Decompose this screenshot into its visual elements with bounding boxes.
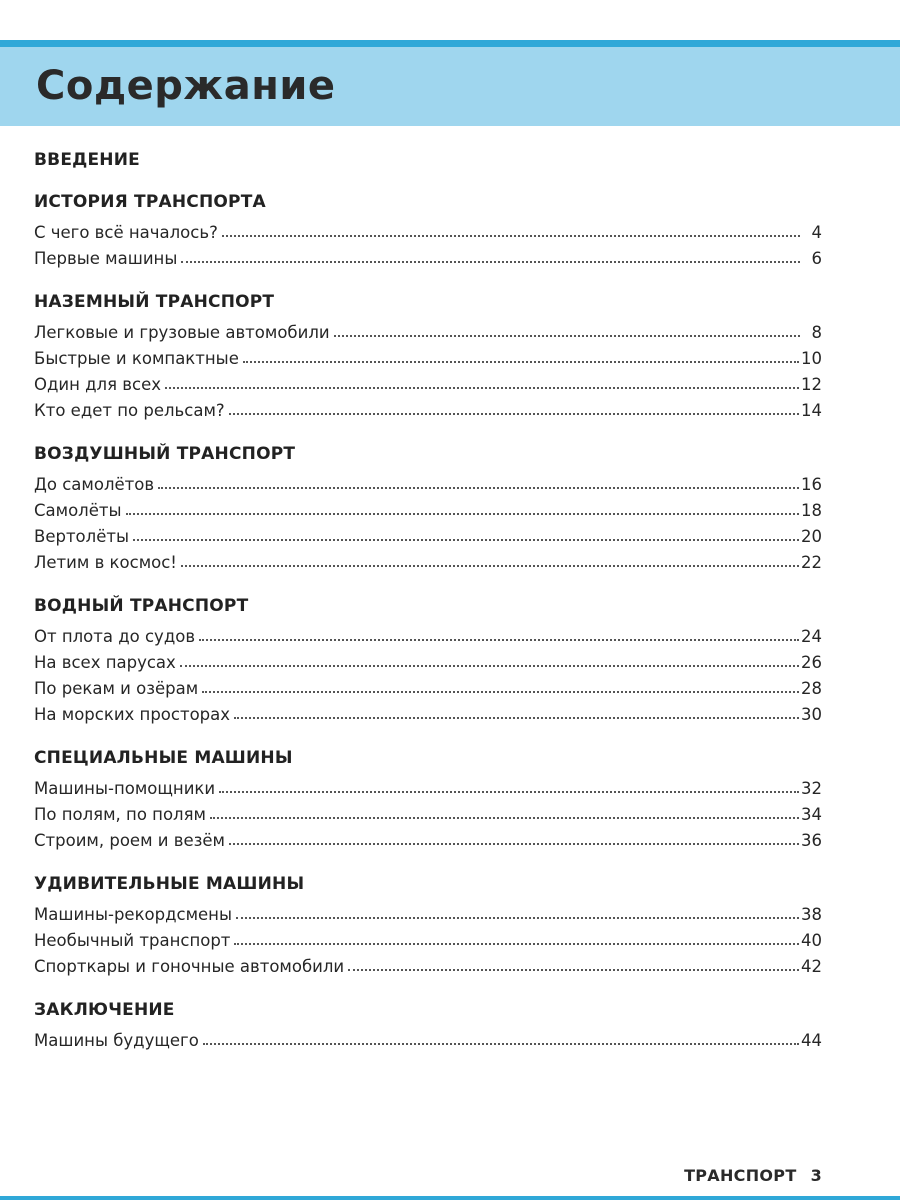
toc-entry[interactable] [34,772,822,798]
toc-entry[interactable] [34,620,822,646]
entry-label: Первые машины [34,249,178,268]
entry-label: Кто едет по рельсам? [34,401,225,420]
toc-entry[interactable] [34,242,822,268]
entry-page: 30 [801,705,822,724]
toc-section [34,744,822,850]
toc-section [34,440,822,572]
entry-page: 16 [801,475,822,494]
entry-page: 22 [801,553,822,572]
toc-entry[interactable] [34,342,822,368]
entry-label: Летим в космос! [34,553,177,572]
section-title: ВОЗДУШНЫЙ ТРАНСПОРТ [34,444,296,464]
dot-leader [126,513,799,515]
entry-label: Самолёты [34,501,122,520]
toc-entry[interactable] [34,646,822,672]
book-title: ТРАНСПОРТ [684,1166,797,1185]
entry-label: От плота до судов [34,627,196,646]
toc-entry[interactable] [34,494,822,520]
entry-page: 18 [801,501,822,520]
dot-leader [334,335,800,337]
entry-label: До самолётов [34,475,155,494]
toc-entry[interactable] [34,924,822,950]
toc-entry[interactable] [34,520,822,546]
toc-entry[interactable] [34,698,822,724]
entry-label: По рекам и озёрам [34,679,199,698]
toc-section [34,146,822,174]
entry-page: 40 [801,931,822,950]
entry-label: Машины-рекордсмены [34,905,232,924]
header-band [0,40,900,126]
entry-label: Вертолёты [34,527,129,546]
dot-leader [180,665,799,667]
entry-page: 14 [801,401,822,420]
dot-leader [199,639,799,641]
dot-leader [229,413,799,415]
entry-label: Легковые и грузовые автомобили [34,323,330,342]
dot-leader [234,717,799,719]
entry-page: 38 [801,905,822,924]
entry-page: 44 [801,1031,822,1050]
page-footer [684,1166,822,1185]
table-of-contents [34,146,822,1070]
toc-entry[interactable] [34,468,822,494]
section-title: СПЕЦИАЛЬНЫЕ МАШИНЫ [34,748,293,768]
dot-leader [222,235,800,237]
entry-page: 8 [811,323,822,342]
entry-label: Машины-помощники [34,779,216,798]
toc-entry[interactable] [34,672,822,698]
toc-entry[interactable] [34,950,822,976]
dot-leader [181,565,799,567]
dot-leader [203,1043,799,1045]
entry-label: Один для всех [34,375,161,394]
toc-entry[interactable] [34,824,822,850]
entry-page: 42 [801,957,822,976]
entry-label: Машины будущего [34,1031,199,1050]
section-title: ИСТОРИЯ ТРАНСПОРТА [34,192,266,212]
toc-section [34,288,822,420]
entry-label: На морских просторах [34,705,231,724]
entry-label: С чего всё началось? [34,223,218,242]
section-title: УДИВИТЕЛЬНЫЕ МАШИНЫ [34,874,305,894]
section-title: ВВЕДЕНИЕ [34,150,140,170]
entry-page: 28 [801,679,822,698]
dot-leader [234,943,799,945]
toc-entry[interactable] [34,316,822,342]
entry-label: Спорткары и гоночные автомобили [34,957,345,976]
top-margin [0,0,900,40]
entry-page: 34 [801,805,822,824]
section-title: ЗАКЛЮЧЕНИЕ [34,1000,175,1020]
toc-section [34,592,822,724]
entry-page: 32 [801,779,822,798]
section-title: НАЗЕМНЫЙ ТРАНСПОРТ [34,292,275,312]
toc-entry[interactable] [34,394,822,420]
dot-leader [158,487,799,489]
page-number: 3 [810,1166,822,1185]
entry-page: 6 [811,249,822,268]
section-title: ВОДНЫЙ ТРАНСПОРТ [34,596,249,616]
entry-page: 20 [801,527,822,546]
toc-entry[interactable] [34,546,822,572]
dot-leader [202,691,799,693]
entry-page: 10 [801,349,822,368]
dot-leader [243,361,799,363]
toc-section [34,188,822,268]
bottom-accent-rule [0,1196,900,1200]
page-title: Содержание [36,63,336,109]
entry-page: 24 [801,627,822,646]
entry-label: Необычный транспорт [34,931,231,950]
entry-label: Строим, роем и везём [34,831,225,850]
entry-page: 12 [801,375,822,394]
dot-leader [210,817,799,819]
entry-page: 4 [811,223,822,242]
entry-label: По полям, по полям [34,805,206,824]
entry-page: 26 [801,653,822,672]
toc-entry[interactable] [34,898,822,924]
dot-leader [165,387,799,389]
dot-leader [133,539,799,541]
entry-label: Быстрые и компактные [34,349,239,368]
entry-page: 36 [801,831,822,850]
dot-leader [181,261,800,263]
dot-leader [348,969,799,971]
dot-leader [229,843,799,845]
toc-entry[interactable] [34,216,822,242]
toc-section [34,870,822,976]
toc-entry[interactable] [34,798,822,824]
toc-section [34,996,822,1050]
dot-leader [236,917,799,919]
toc-entry[interactable] [34,1024,822,1050]
entry-label: На всех парусах [34,653,176,672]
toc-entry[interactable] [34,368,822,394]
dot-leader [219,791,799,793]
